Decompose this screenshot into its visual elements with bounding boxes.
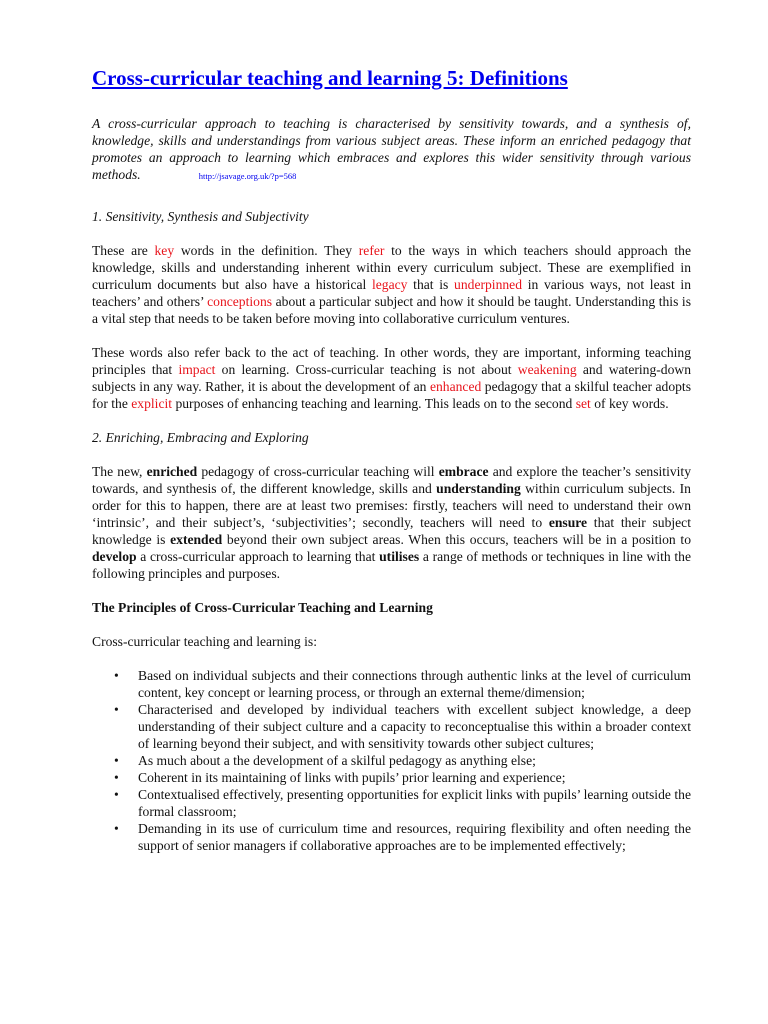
highlight-word: enhanced [429,379,482,394]
list-item: • Based on individual subjects and their connections through authentic links at the level of curriculum content, key concept or learning process, or through an external theme/dimension; [114,668,691,700]
section2-paragraph1: The new, enriched pedagogy of cross-curricular teaching will embrace and explore the teacher’s sensitivity towards, and synthesis of, the different knowledge, skills and understanding within curriculum subjects. In order for this to happen, there are at least two premises: firstly, teachers will need to understand their own ‘intrinsic’, and their subject’s, ‘subjectivities’; secondly, teachers will need to ensure that their subject knowledge is extended beyond their own subject areas. When this occurs, teachers will be in a position to develop a cross-curricular approach to learning that utilises a range of methods or techniques in line with the following principles and purposes. [92,464,692,581]
principles-list [92,667,691,854]
principles-heading: The Principles of Cross-Curricular Teaching and Learning [92,600,433,615]
section1-heading: 1. Sensitivity, Synthesis and Subjectivity [92,209,309,224]
list-item: • Characterised and developed by individual teachers with excellent subject knowledge, a deep understanding of their subject culture and a capacity to reconceptualise this within a broader context of learning beyond their subject, and with sensitivity towards other subject cultures; [114,702,691,751]
list-item: • As much about a the development of a skilful pedagogy as anything else; [114,753,536,768]
intro-paragraph [92,115,691,185]
bold-word: extended [170,532,223,547]
section1-paragraph1: These are key words in the definition. They refer to the ways in which teachers should approach the knowledge, skills and understanding inherent within every curriculum subject. These are exemplified in curriculum documents but also have a historical legacy that is underpinned in various ways, not least in teachers’ and others’ conceptions about a particular subject and how it should be taught. Understanding this is a vital step that needs to be taken before moving into collaborative curriculum ventures. [92,243,691,326]
section2-heading: 2. Enriching, Embracing and Exploring [92,430,309,445]
highlight-word: underpinned [454,277,522,292]
bold-word: understanding [436,481,521,496]
highlight-word: explicit [131,396,173,411]
bold-word: utilises [379,549,420,564]
highlight-word: legacy [372,277,408,292]
source-link[interactable]: http://jsavage.org.uk/?p=568 [198,171,297,181]
highlight-word: impact [178,362,216,377]
highlight-word: key [154,243,175,258]
highlight-word: conceptions [207,294,273,309]
section1-paragraph2: These words also refer back to the act of teaching. In other words, they are important, informing teaching principles that impact on learning. Cross-curricular teaching is not about weakening and watering-down subjects in any way. Rather, it is about the development of an enhanced pedagogy that a skilful teacher adopts for the explicit purposes of enhancing teaching and learning. This leads on to the second set of key words. [92,345,692,411]
highlight-word: set [575,396,591,411]
intro-text: A cross-curricular approach to teaching is characterised by sensitivity towards, and a synthesis of, knowledge, skills and understandings from various subject areas. These inform an enriched pedagogy that promotes an approach to learning which embraces and explores this wider sensitivity through various methods. [92,116,691,182]
list-item: • Coherent in its maintaining of links with pupils’ prior learning and experience; [114,770,566,785]
highlight-word: weakening [517,362,577,377]
page-title: Cross-curricular teaching and learning 5: Definitions [92,66,568,90]
bold-word: develop [92,549,137,564]
bullet-icon: • [114,821,119,836]
highlight-word: refer [358,243,385,258]
principles-lead: Cross-curricular teaching and learning is: [92,634,317,649]
bullet-icon: • [114,668,119,683]
bold-word: embrace [438,464,489,479]
bullet-icon: • [114,753,119,768]
bullet-icon: • [114,770,119,785]
bold-word: enriched [146,464,198,479]
bold-word: ensure [548,515,588,530]
list-item: • Contextualised effectively, presenting opportunities for explicit links with pupils’ learning outside the formal classroom; [114,787,691,819]
bullet-icon: • [114,787,119,802]
bullet-icon: • [114,702,119,717]
list-item: • Demanding in its use of curriculum time and resources, requiring flexibility and often needing the support of senior managers if collaborative approaches are to be implemented effectively; [114,821,691,853]
